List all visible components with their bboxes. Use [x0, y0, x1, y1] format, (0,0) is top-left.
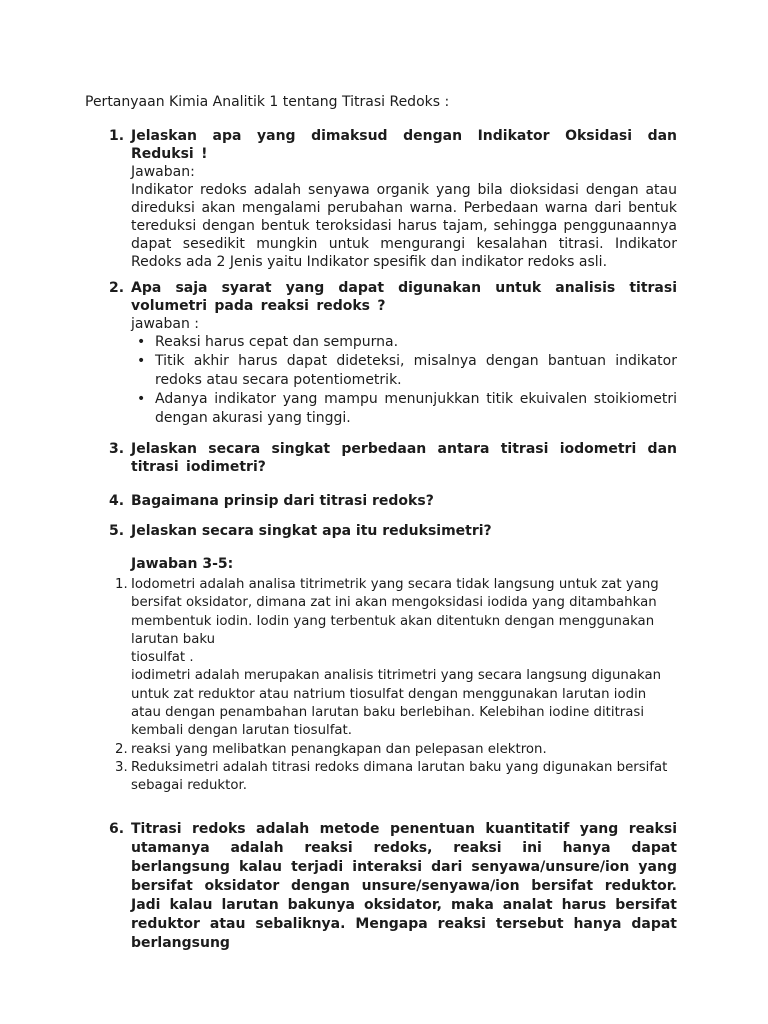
question-3-text: Jelaskan secara singkat perbedaan antara titrasi iodometri dan titrasi iodimetri? — [131, 441, 677, 475]
bullet-icon: • — [137, 353, 146, 369]
bullet-icon: • — [137, 334, 146, 350]
bullet-item — [131, 333, 677, 352]
question-4-number: 4. — [109, 493, 125, 509]
question-4-text: Bagaimana prinsip dari titrasi redoks? — [131, 493, 434, 509]
answer-item-1 — [115, 576, 677, 741]
answer-item-3-body — [131, 759, 677, 796]
answer-paragraph: Iodometri adalah analisa titrimetrik yang secara tidak langsung untuk zat yang bersifat oksidator, dimana zat ini akan mengoksidasi iodida yang ditambahkan membentuk iodin. Iodin yang terbentuk akan ditentukn dengan menggunakan larutan baku — [131, 577, 659, 647]
answer-item-2 — [115, 741, 677, 759]
question-2-text: Apa saja syarat yang dapat digunakan untuk analisis titrasi volumetri pada reaksi redoks ? — [131, 280, 677, 314]
bullet-text: Reaksi harus cepat dan sempurna. — [155, 334, 399, 350]
question-5-text: Jelaskan secara singkat apa itu reduksimetri? — [131, 523, 492, 539]
question-1-answer-label: Jawaban: — [131, 164, 195, 180]
answers-3-5-label: Jawaban 3-5: — [131, 556, 234, 572]
question-1-answer: Indikator redoks adalah senyawa organik yang bila dioksidasi dengan atau direduksi akan mengalami perubahan warna. Perbedaan warna dari bentuk tereduksi dengan bentuk teroksidasi harus tajam, sehingga penggunaannya dapat sesedikit mungkin untuk mengurangi kesalahan titrasi. Indikator Redoks ada 2 Jenis yaitu Indikator spesifik dan indikator redoks asli. — [131, 182, 677, 270]
question-2-number: 2. — [109, 280, 125, 296]
question-5-number: 5. — [109, 523, 125, 539]
answer-paragraph: Reduksimetri adalah titrasi redoks dimana larutan baku yang digunakan bersifat sebagai reduktor. — [131, 759, 668, 794]
question-item-2 — [85, 279, 677, 428]
answers-3-5-list — [115, 576, 677, 796]
answer-item-1-number: 1. — [115, 577, 128, 592]
question-item-5 — [85, 522, 677, 573]
bullet-item — [131, 390, 677, 428]
question-6-body — [131, 820, 677, 953]
bullet-icon: • — [137, 391, 146, 407]
question-item-4 — [85, 492, 677, 510]
question-1-text: Jelaskan apa yang dimaksud dengan Indikator Oksidasi dan Reduksi ! — [131, 128, 677, 162]
question-1-body — [131, 127, 677, 271]
answer-item-3 — [115, 759, 677, 796]
answer-item-3-number: 3. — [115, 759, 128, 775]
bullet-item — [131, 352, 677, 390]
answer-paragraph: reaksi yang melibatkan penangkapan dan pelepasan elektron. — [131, 741, 547, 757]
question-2-body — [131, 279, 677, 428]
question-item-1 — [85, 127, 677, 271]
question-6-text: Titrasi redoks adalah metode penentuan kuantitatif yang reaksi utamanya adalah reaksi redoks, reaksi ini hanya dapat berlangsung kalau terjadi interaksi dari senyawa/unsure/ion yang bersifat oksidator dengan unsure/senyawa/ion bersifat reduktor. Jadi kalau larutan bakunya oksidator, maka analat harus bersifat reduktor atau sebaliknya. Mengapa reaksi tersebut hanya dapat berlangsung — [131, 820, 677, 951]
bullet-list — [131, 333, 677, 428]
bullet-text: Titik akhir harus dapat dideteksi, misalnya dengan bantuan indikator redoks atau secara potentiometrik. — [155, 353, 677, 388]
question-2-answer-label: jawaban : — [131, 316, 200, 332]
question-1-number: 1. — [109, 128, 125, 144]
question-5-body — [131, 522, 677, 573]
question-item-6 — [85, 820, 677, 953]
question-3-number: 3. — [109, 441, 125, 457]
answer-item-1-body — [131, 576, 677, 741]
answer-item-2-body — [131, 741, 677, 759]
question-6-number: 6. — [109, 820, 125, 837]
answer-paragraph: tiosulfat . — [131, 650, 194, 666]
question-item-3 — [85, 440, 677, 476]
answer-item-2-number: 2. — [115, 741, 128, 757]
bullet-text: Adanya indikator yang mampu menunjukkan titik ekuivalen stoikiometri dengan akurasi yang tinggi. — [155, 391, 677, 426]
question-4-body — [131, 492, 677, 510]
question-3-body — [131, 440, 677, 476]
document-title: Pertanyaan Kimia Analitik 1 tentang Titrasi Redoks : — [85, 94, 450, 110]
answer-paragraph: iodimetri adalah merupakan analisis titrimetri yang secara langsung digunakan untuk zat reduktor atau natrium tiosulfat dengan menggunakan larutan iodin atau dengan penambahan larutan baku berlebihan. Kelebihan iodine dititrasi kembali dengan larutan tiosulfat. — [131, 668, 662, 739]
